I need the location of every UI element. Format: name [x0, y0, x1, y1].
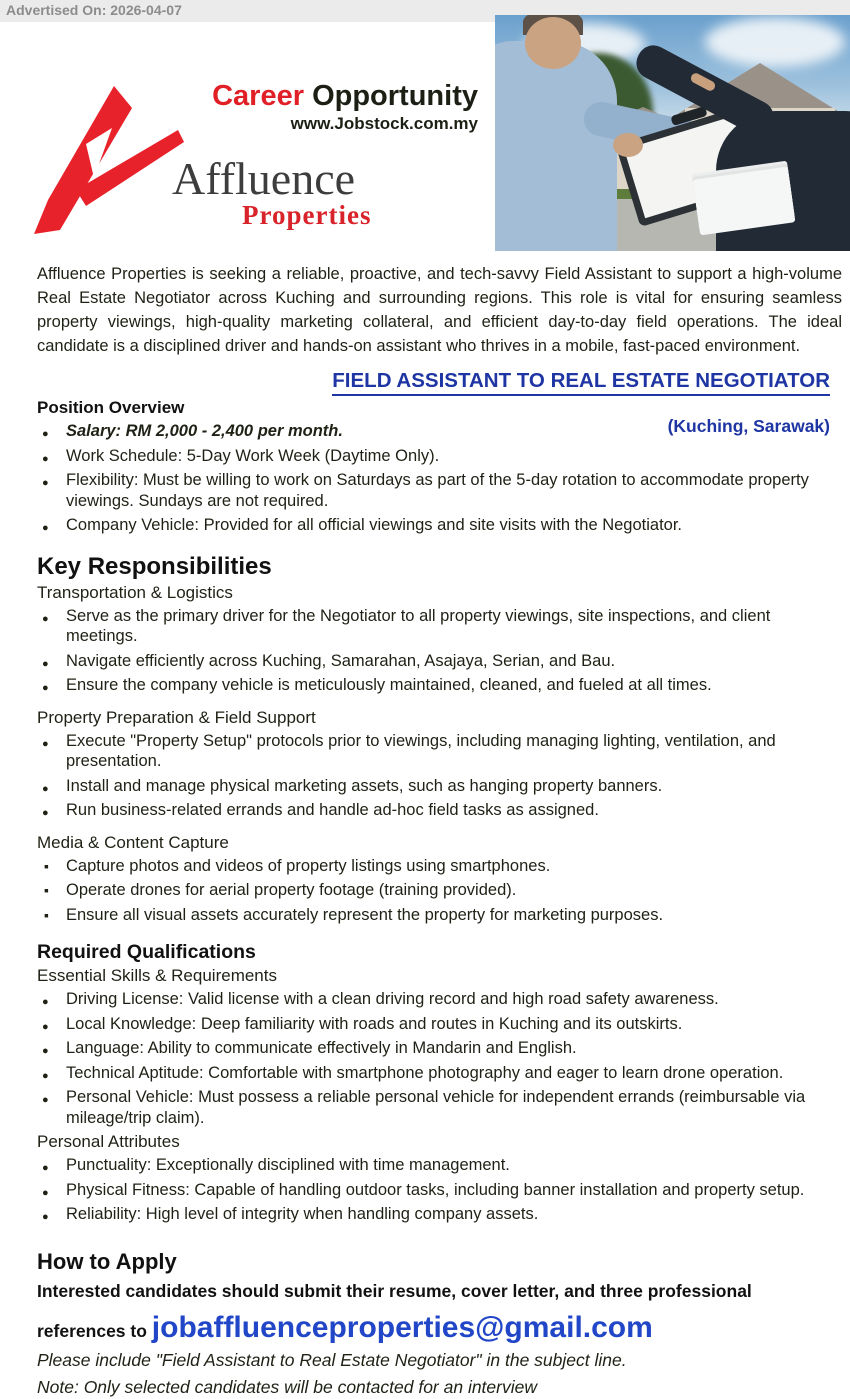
apply-email-line [37, 1311, 830, 1345]
how-to-apply-heading: How to Apply [37, 1248, 177, 1274]
responsibility-group-media [37, 833, 830, 926]
qualification-group-personal [37, 1132, 830, 1225]
cloud-shape [705, 17, 845, 67]
career-opportunity-title [212, 80, 478, 113]
bullet-item: ● Reliability: High level of integrity when handling company assets. [37, 1204, 830, 1225]
hand-shape [613, 133, 643, 157]
position-overview-list [37, 421, 830, 536]
apply-instructions: Interested candidates should submit their resume, cover letter, and three professional [37, 1280, 752, 1301]
interview-note: Note: Only selected candidates will be contacted for an interview [37, 1376, 537, 1397]
career-opportunity-block [212, 80, 478, 134]
job-title-row [37, 369, 830, 396]
key-responsibilities-heading: Key Responsibilities [37, 552, 272, 580]
property-viewing-photo [495, 15, 850, 251]
bullet-item: ● Work Schedule: 5-Day Work Week (Daytime Only). [37, 446, 830, 467]
group-subheading: Property Preparation & Field Support [37, 707, 316, 727]
opportunity-word: Opportunity [304, 80, 478, 112]
subject-line-note: Please include "Field Assistant to Real Estate Negotiator" in the subject line. [37, 1349, 627, 1370]
bullet-item: ● Punctuality: Exceptionally disciplined with time management. [37, 1155, 830, 1176]
group-subheading: Media & Content Capture [37, 832, 229, 852]
responsibility-group-property-prep [37, 708, 830, 821]
apply-email[interactable]: jobaffluenceproperties@gmail.com [151, 1310, 653, 1344]
advertised-on-text: Advertised On: 2026-04-07 [6, 2, 182, 18]
job-title: FIELD ASSISTANT TO REAL ESTATE NEGOTIATOR [332, 369, 830, 396]
brand-subtitle: Properties [242, 200, 372, 230]
bullet-item: ● Driving License: Valid license with a clean driving record and high road safety awareness. [37, 989, 830, 1010]
bullet-item: ● Personal Vehicle: Must possess a reliable personal vehicle for independent errands (reimbursable via mileage/trip claim). [37, 1087, 830, 1128]
references-prefix: references to [37, 1320, 152, 1341]
bullet-item: ● Language: Ability to communicate effectively in Mandarin and English. [37, 1038, 830, 1059]
required-qualifications-heading: Required Qualifications [37, 941, 256, 963]
header [0, 0, 850, 252]
brand-name: Affluence [172, 153, 356, 204]
bullet-item: ● Serve as the primary driver for the Negotiator to all property viewings, site inspections, and client meetings. [37, 606, 830, 647]
responsibility-group-transportation [37, 583, 830, 696]
bullet-item: ● Salary: RM 2,000 - 2,400 per month. [37, 421, 830, 442]
bullet-list [37, 1155, 830, 1225]
bullet-list [37, 856, 830, 926]
bullet-list [37, 606, 830, 696]
bullet-item: ● Ensure the company vehicle is meticulously maintained, cleaned, and fueled at all times. [37, 675, 830, 696]
job-location: (Kuching, Sarawak) [667, 416, 830, 436]
group-subheading: Essential Skills & Requirements [37, 966, 277, 985]
bullet-item: ▪ Ensure all visual assets accurately represent the property for marketing purposes. [37, 905, 830, 926]
bullet-item: ● Flexibility: Must be willing to work on Saturdays as part of the 5-day rotation to accommodate property viewings. Sundays are not required. [37, 470, 830, 511]
position-overview-heading: Position Overview [37, 398, 185, 417]
agent-with-clipboard [495, 41, 617, 251]
website-url: www.Jobstock.com.my [290, 114, 478, 133]
group-subheading: Personal Attributes [37, 1132, 180, 1151]
bullet-item: ● Physical Fitness: Capable of handling outdoor tasks, including banner installation and property setup. [37, 1180, 830, 1201]
intro-paragraph: Affluence Properties is seeking a reliable, proactive, and tech-savvy Field Assistant to support a high-volume Real Estate Negotiator across Kuching and surrounding regions. This role is vital for ensuring seamless property viewings, high-quality marketing collateral, and efficient day-to-day field operations. The ideal candidate is a disciplined driver and hands-on assistant who thrives in a mobile, fast-paced environment. [37, 265, 842, 355]
bullet-item: ● Execute "Property Setup" protocols prior to viewings, including managing lighting, ventilation, and presentation. [37, 731, 830, 772]
bullet-item: ● Navigate efficiently across Kuching, Samarahan, Asajaya, Serian, and Bau. [37, 651, 830, 672]
bullet-list [37, 989, 830, 1128]
career-word: Career [212, 80, 305, 112]
head-shape [525, 17, 581, 69]
bullet-item: ▪ Operate drones for aerial property footage (training provided). [37, 880, 830, 901]
bullet-item: ● Install and manage physical marketing assets, such as hanging property banners. [37, 776, 830, 797]
bullet-item: ● Technical Aptitude: Comfortable with smartphone photography and eager to learn drone operation. [37, 1063, 830, 1084]
bullet-item: ▪ Capture photos and videos of property listings using smartphones. [37, 856, 830, 877]
bullet-item: ● Local Knowledge: Deep familiarity with roads and routes in Kuching and its outskirts. [37, 1014, 830, 1035]
bullet-item: ● Company Vehicle: Provided for all official viewings and site visits with the Negotiator. [37, 515, 830, 536]
bullet-list [37, 731, 830, 821]
ad-body [0, 252, 850, 1399]
bullet-item: ● Run business-related errands and handle ad-hoc field tasks as assigned. [37, 800, 830, 821]
group-subheading: Transportation & Logistics [37, 582, 233, 602]
qualification-group-essential [37, 966, 830, 1128]
